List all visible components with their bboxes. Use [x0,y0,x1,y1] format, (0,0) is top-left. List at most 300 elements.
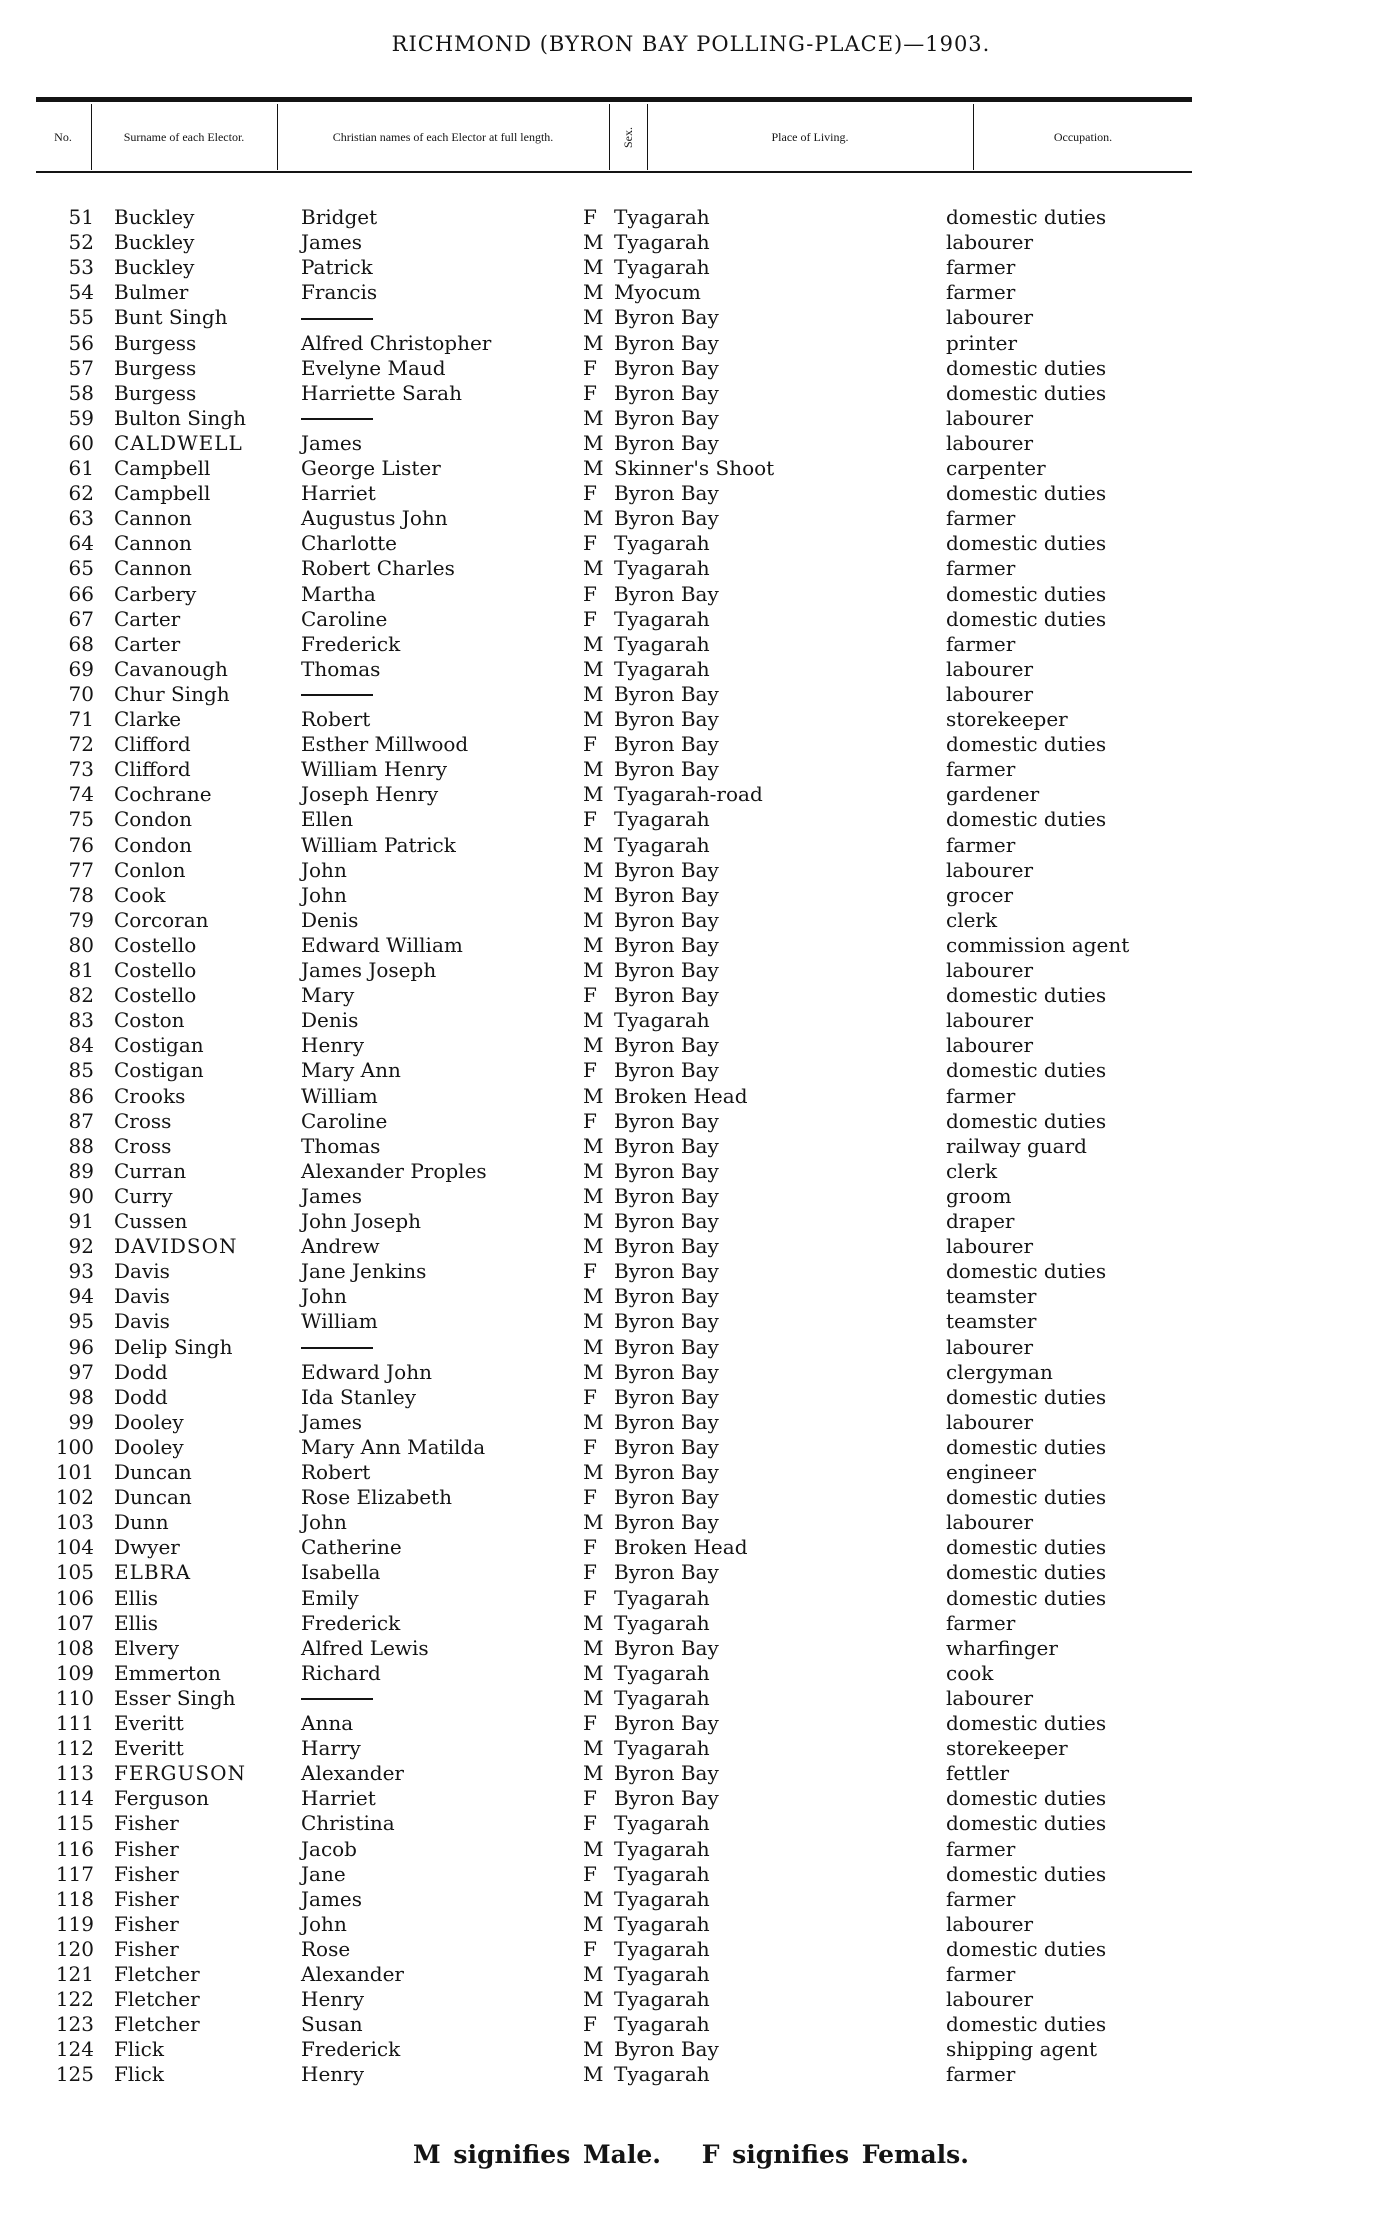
elector-number: 111 [55,1711,94,1735]
elector-surname: Costello [114,958,197,982]
elector-place: Tyagarah [614,1987,710,2012]
elector-surname: Carter [114,631,181,656]
elector-number: 116 [55,1836,94,1861]
elector-christian-names: Bridget [301,205,378,229]
table-row [0,230,1382,255]
elector-sex: M [583,506,604,531]
elector-number: 84 [68,1033,94,1058]
elector-christian-names: Harriet [301,481,376,506]
elector-sex: M [583,1359,604,1384]
elector-sex: F [583,1936,597,1961]
table-row [0,1410,1382,1435]
elector-christian-names: Ellen [301,807,354,832]
elector-occupation: commission agent [946,932,1130,957]
legend-female: F signifies Femals. [701,2140,969,2169]
elector-sex: M [583,681,604,706]
elector-place: Byron Bay [614,1635,719,1660]
elector-surname: Cannon [114,531,192,556]
elector-christian-names: Esther Millwood [301,732,469,757]
elector-surname: Bulmer [114,280,189,305]
table-row [0,607,1382,632]
elector-place: Broken Head [614,1535,748,1560]
elector-number: 58 [68,380,94,405]
elector-occupation: teamster [946,1309,1037,1334]
elector-christian-names: Joseph Henry [301,782,439,807]
elector-number: 125 [55,2062,94,2087]
table-row [0,1937,1382,1962]
elector-occupation: labourer [946,430,1034,455]
elector-occupation: groom [946,1183,1012,1208]
elector-occupation: domestic duties [946,1711,1107,1735]
elector-christian-names: Mary [301,983,355,1008]
elector-occupation: engineer [946,1460,1037,1484]
elector-number: 63 [68,506,94,531]
elector-number: 93 [68,1259,94,1284]
elector-place: Tyagarah [614,1685,710,1710]
elector-occupation: carpenter [946,456,1046,480]
elector-christian-names: Christina [301,1811,395,1836]
elector-surname: Curry [114,1183,173,1208]
elector-place: Tyagarah [614,1008,710,1033]
elector-occupation: labourer [946,656,1034,681]
table-row [0,1686,1382,1711]
elector-sex: M [583,1183,604,1208]
elector-sex: F [583,1434,597,1459]
table-row [0,205,1382,230]
elector-christian-names [301,305,373,330]
elector-number: 85 [68,1058,94,1083]
elector-number: 113 [55,1761,94,1786]
elector-number: 123 [55,2012,94,2037]
elector-occupation: domestic duties [946,531,1107,556]
elector-christian-names: Henry [301,2062,365,2087]
elector-christian-names: William [301,1309,378,1334]
elector-number: 99 [68,1409,94,1434]
column-divider [609,104,610,170]
header-sex-label: Sex. [621,126,635,148]
elector-occupation: labourer [946,1008,1034,1033]
elector-occupation: labourer [946,1685,1034,1710]
elector-number: 55 [68,305,94,330]
elector-number: 76 [68,832,94,857]
elector-surname: Costigan [114,1058,204,1083]
elector-place: Tyagarah [614,556,710,581]
table-row [0,1711,1382,1736]
elector-occupation: domestic duties [946,732,1107,757]
elector-number: 75 [68,807,94,832]
table-row [0,1184,1382,1209]
blank-name-dash [301,1347,373,1349]
header-place: Place of Living. [771,130,849,144]
elector-surname: Ellis [114,1610,159,1635]
elector-occupation: wharfinger [946,1635,1058,1660]
elector-christian-names: William Henry [301,757,448,782]
elector-sex: M [583,1209,604,1233]
elector-surname: Bulton Singh [114,405,246,430]
elector-occupation: domestic duties [946,1434,1107,1459]
elector-occupation: printer [946,330,1018,355]
elector-place: Byron Bay [614,2037,719,2062]
elector-sex: F [583,1058,597,1083]
elector-place: Byron Bay [614,1460,719,1484]
elector-sex: F [583,2012,597,2037]
elector-surname: Fisher [114,1936,179,1961]
elector-place: Byron Bay [614,1560,719,1585]
elector-number: 100 [55,1434,94,1459]
table-row [0,406,1382,431]
elector-number: 108 [55,1635,94,1660]
table-row [0,657,1382,682]
table-row [0,732,1382,757]
elector-place: Byron Bay [614,757,719,782]
table-row [0,883,1382,908]
elector-surname: Chur Singh [114,681,230,706]
table-row [0,858,1382,883]
elector-christian-names: Francis [301,280,378,305]
elector-surname: Cross [114,1133,172,1158]
table-row [0,255,1382,280]
table-row [0,506,1382,531]
sex-legend [0,2140,1382,2169]
table-row [0,1058,1382,1083]
elector-sex: F [583,531,597,556]
elector-place: Tyagarah [614,531,710,556]
elector-occupation: farmer [946,1836,1016,1861]
elector-surname: CALDWELL [114,430,243,455]
elector-christian-names: Alfred Christopher [301,330,492,355]
table-row [0,1309,1382,1334]
elector-place: Byron Bay [614,932,719,957]
elector-surname: Cavanough [114,656,228,681]
elector-surname: Fisher [114,1911,179,1936]
elector-place: Byron Bay [614,1259,719,1284]
table-row [0,1259,1382,1284]
elector-occupation: clergyman [946,1359,1053,1384]
elector-occupation: clerk [946,907,998,932]
elector-number: 90 [68,1183,94,1208]
elector-place: Tyagarah [614,1660,710,1685]
elector-place: Tyagarah [614,807,710,832]
elector-place: Byron Bay [614,481,719,506]
elector-sex: M [583,1158,604,1183]
elector-sex: F [583,380,597,405]
elector-occupation: labourer [946,1987,1034,2012]
elector-occupation: labourer [946,1234,1034,1259]
elector-surname: Costello [114,932,197,957]
elector-surname: Dooley [114,1434,184,1459]
table-row [0,381,1382,406]
elector-occupation: storekeeper [946,1736,1068,1761]
elector-surname: Campbell [114,481,211,506]
elector-place: Byron Bay [614,857,719,882]
elector-sex: M [583,631,604,656]
elector-surname: Fletcher [114,2012,200,2037]
elector-sex: M [583,1334,604,1359]
elector-occupation: domestic duties [946,1560,1107,1585]
header-top-rule [36,97,1192,102]
elector-christian-names: John [301,1510,347,1535]
elector-occupation: farmer [946,506,1016,531]
elector-sex: M [583,1987,604,2012]
elector-number: 98 [68,1384,94,1409]
elector-sex: M [583,430,604,455]
elector-christian-names: Jane [301,1861,346,1886]
elector-surname: Buckley [114,205,195,229]
elector-number: 72 [68,732,94,757]
elector-number: 66 [68,581,94,606]
table-row [0,2062,1382,2087]
elector-christian-names: Frederick [301,1610,401,1635]
elector-sex: F [583,1108,597,1133]
elector-occupation: domestic duties [946,1786,1107,1811]
elector-place: Byron Bay [614,1434,719,1459]
elector-christian-names: Martha [301,581,376,606]
elector-number: 57 [68,355,94,380]
elector-occupation: grocer [946,882,1014,907]
elector-surname: Davis [114,1284,170,1309]
elector-place: Tyagarah [614,1585,710,1610]
elector-christian-names: Thomas [301,1133,381,1158]
elector-surname: Crooks [114,1083,186,1108]
elector-place: Byron Bay [614,681,719,706]
table-row [0,757,1382,782]
elector-occupation: domestic duties [946,2012,1107,2037]
elector-sex: M [583,230,604,255]
elector-sex: M [583,1510,604,1535]
elector-surname: Elvery [114,1635,179,1660]
elector-christian-names: James [301,1886,363,1911]
elector-surname: Burgess [114,330,197,355]
elector-number: 104 [55,1535,94,1560]
elector-surname: Corcoran [114,907,209,932]
elector-number: 120 [55,1936,94,1961]
elector-occupation: domestic duties [946,1384,1107,1409]
elector-sex: M [583,456,604,480]
elector-place: Byron Bay [614,1058,719,1083]
elector-christian-names: Richard [301,1660,381,1685]
elector-number: 112 [55,1736,94,1761]
elector-occupation: clerk [946,1158,998,1183]
elector-surname: Dooley [114,1409,184,1434]
table-row [0,1360,1382,1385]
table-row [0,331,1382,356]
elector-occupation: domestic duties [946,983,1107,1008]
elector-place: Byron Bay [614,581,719,606]
elector-christian-names: Emily [301,1585,359,1610]
elector-surname: Everitt [114,1736,184,1761]
elector-occupation: domestic duties [946,1936,1107,1961]
elector-number: 67 [68,606,94,631]
table-row [0,1636,1382,1661]
table-row [0,481,1382,506]
table-row [0,632,1382,657]
elector-sex: M [583,255,604,280]
elector-number: 74 [68,782,94,807]
table-row [0,1661,1382,1686]
elector-occupation: labourer [946,1911,1034,1936]
elector-sex: F [583,355,597,380]
elector-surname: Cannon [114,506,192,531]
table-row [0,280,1382,305]
elector-number: 110 [55,1685,94,1710]
elector-place: Byron Bay [614,1158,719,1183]
elector-place: Byron Bay [614,983,719,1008]
table-row [0,1761,1382,1786]
table-row [0,1962,1382,1987]
elector-christian-names: Frederick [301,631,401,656]
elector-occupation: domestic duties [946,1585,1107,1610]
elector-christian-names: Denis [301,907,359,932]
elector-place: Byron Bay [614,1409,719,1434]
column-divider [277,104,278,170]
elector-place: Byron Bay [614,1334,719,1359]
elector-place: Tyagarah [614,255,710,280]
elector-sex: M [583,280,604,305]
elector-place: Tyagarah [614,656,710,681]
table-row [0,1535,1382,1560]
elector-surname: Cook [114,882,166,907]
elector-place: Byron Bay [614,1761,719,1786]
elector-surname: Fisher [114,1886,179,1911]
elector-occupation: railway guard [946,1133,1087,1158]
elector-surname: Condon [114,832,192,857]
table-row [0,1510,1382,1535]
elector-sex: M [583,1635,604,1660]
elector-christian-names: Ida Stanley [301,1384,417,1409]
table-row [0,1811,1382,1836]
column-headers [36,104,1192,170]
elector-place: Byron Bay [614,1108,719,1133]
column-divider [647,104,648,170]
elector-occupation: domestic duties [946,1485,1107,1510]
elector-christian-names: Edward John [301,1359,432,1384]
elector-occupation: labourer [946,1334,1034,1359]
elector-christian-names: Isabella [301,1560,381,1585]
elector-place: Tyagarah [614,1610,710,1635]
elector-number: 117 [55,1861,94,1886]
table-row [0,531,1382,556]
elector-place: Byron Bay [614,405,719,430]
elector-surname: Fletcher [114,1962,200,1986]
elector-christian-names: Harriette Sarah [301,380,462,405]
elector-place: Byron Bay [614,1485,719,1510]
table-row [0,1284,1382,1309]
elector-place: Byron Bay [614,732,719,757]
elector-number: 78 [68,882,94,907]
elector-place: Tyagarah-road [614,782,763,807]
table-row [0,1134,1382,1159]
elector-occupation: domestic duties [946,481,1107,506]
elector-sex: M [583,1610,604,1635]
elector-occupation: farmer [946,280,1016,305]
elector-number: 71 [68,707,94,731]
elector-christian-names: Patrick [301,255,373,280]
header-christian-names: Christian names of each Elector at full length. [332,130,554,144]
elector-place: Tyagarah [614,205,710,229]
elector-number: 62 [68,481,94,506]
elector-place: Tyagarah [614,2062,710,2087]
elector-sex: F [583,1384,597,1409]
elector-surname: Flick [114,2062,164,2087]
table-row [0,456,1382,481]
elector-number: 94 [68,1284,94,1309]
elector-sex: M [583,882,604,907]
elector-number: 89 [68,1158,94,1183]
elector-occupation: labourer [946,1510,1034,1535]
elector-occupation: domestic duties [946,355,1107,380]
elector-sex: M [583,1836,604,1861]
elector-sex: F [583,983,597,1008]
elector-occupation: fettler [946,1761,1010,1786]
elector-place: Byron Bay [614,1510,719,1535]
legend-male: M signifies Male. [413,2140,661,2169]
elector-place: Tyagarah [614,1936,710,1961]
table-row [0,1209,1382,1234]
elector-sex: M [583,1761,604,1786]
elector-christian-names: Augustus John [301,506,448,531]
table-row [0,582,1382,607]
table-row [0,933,1382,958]
elector-number: 101 [55,1460,94,1484]
elector-sex: F [583,205,597,229]
elector-place: Byron Bay [614,1033,719,1058]
elector-christian-names: Jacob [301,1836,357,1861]
elector-number: 82 [68,983,94,1008]
elector-surname: Fisher [114,1836,179,1861]
elector-surname: Dodd [114,1384,168,1409]
table-row [0,1786,1382,1811]
elector-surname: Condon [114,807,192,832]
elector-sex: M [583,1736,604,1761]
elector-christian-names [301,1335,373,1360]
elector-christian-names: John [301,857,347,882]
elector-sex: M [583,1133,604,1158]
elector-surname: Buckley [114,230,195,255]
elector-place: Byron Bay [614,1183,719,1208]
elector-surname: Duncan [114,1460,192,1484]
elector-occupation: domestic duties [946,1861,1107,1886]
elector-number: 79 [68,907,94,932]
table-row [0,833,1382,858]
elector-sex: M [583,1962,604,1986]
elector-surname: Fisher [114,1811,179,1836]
elector-christian-names: James [301,230,363,255]
elector-surname: Dodd [114,1359,168,1384]
elector-surname: Cussen [114,1209,188,1233]
elector-sex: F [583,1811,597,1836]
elector-place: Byron Bay [614,907,719,932]
elector-occupation: domestic duties [946,807,1107,832]
elector-occupation: farmer [946,1610,1016,1635]
elector-place: Byron Bay [614,1359,719,1384]
elector-number: 103 [55,1510,94,1535]
elector-surname: Cannon [114,556,192,581]
elector-number: 60 [68,430,94,455]
column-divider [91,104,92,170]
elector-place: Byron Bay [614,355,719,380]
table-row [0,958,1382,983]
table-row [0,2037,1382,2062]
elector-sex: F [583,1585,597,1610]
table-row [0,2012,1382,2037]
elector-occupation: cook [946,1660,994,1685]
elector-place: Byron Bay [614,958,719,982]
elector-occupation: draper [946,1209,1015,1233]
elector-number: 119 [55,1911,94,1936]
elector-surname: Bunt Singh [114,305,228,330]
table-row [0,1485,1382,1510]
table-row [0,556,1382,581]
